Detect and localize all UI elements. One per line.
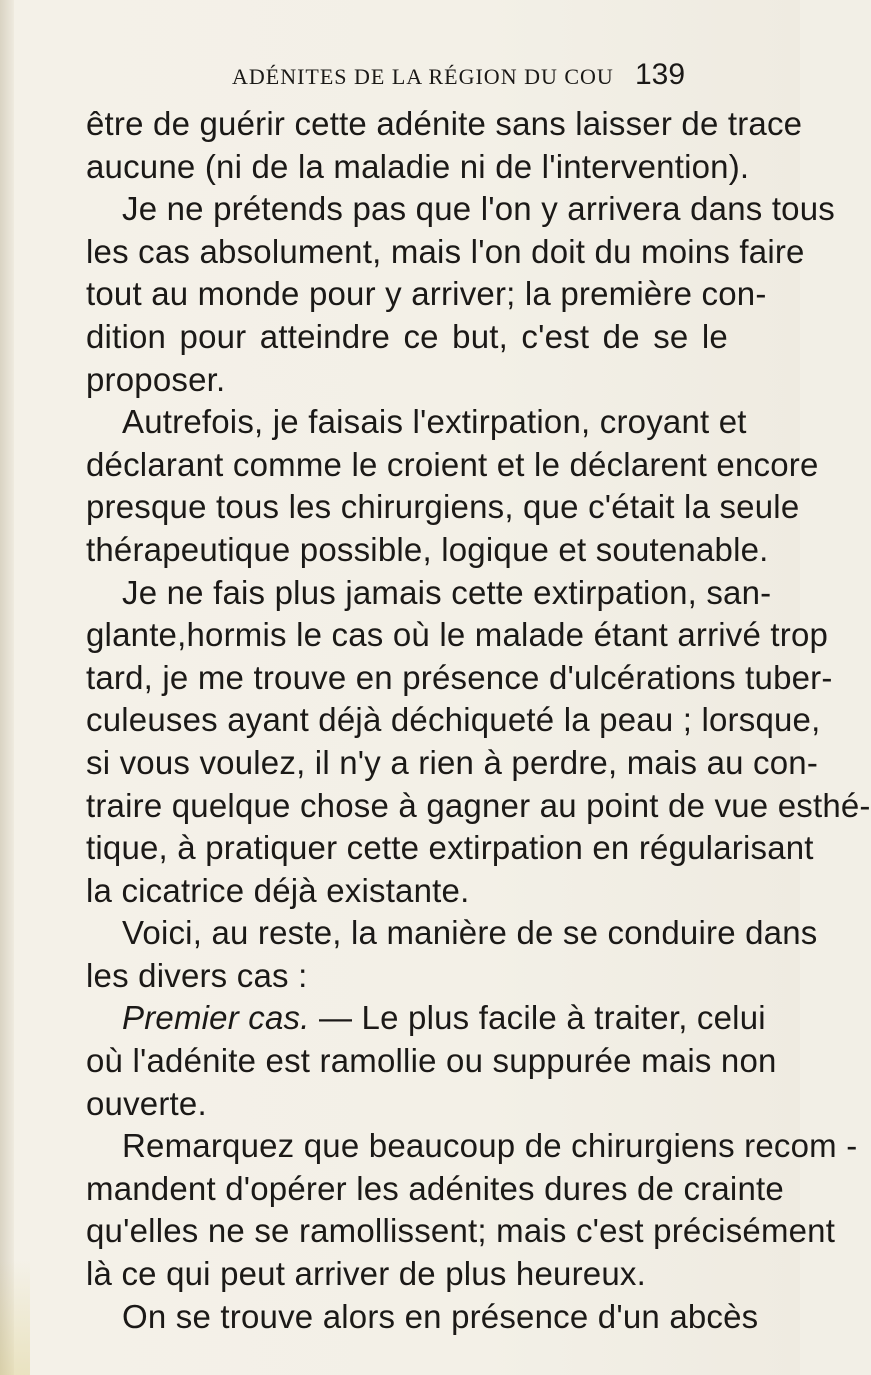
text-line: On se trouve alors en présence d'un abcès [122, 1297, 759, 1335]
text-line: les divers cas : [86, 956, 308, 994]
text-line: glante,hormis le cas où le malade étant arrivé trop [86, 616, 829, 654]
text-line: dition pour atteindre ce but, c'est de se le [86, 317, 728, 355]
text-line: Je ne prétends pas que l'on y arrivera dans tous [122, 190, 835, 228]
text-line: tout au monde pour y arriver; la première con- [86, 275, 767, 313]
page-spine-shadow [0, 0, 14, 1375]
text-line: aucune (ni de la maladie ni de l'intervention). [86, 147, 750, 185]
premier-cas-label: Premier cas. [122, 999, 310, 1037]
text-line: traire quelque chose à gagner au point de vue esthé- [86, 786, 871, 824]
text-line: Voici, au reste, la manière de se conduire dans [122, 914, 818, 952]
running-title: ADÉNITES DE LA RÉGION DU COU [232, 64, 614, 89]
text-line: mandent d'opérer les adénites dures de crainte [86, 1169, 784, 1207]
text-line: proposer. [86, 360, 226, 398]
premier-cas-text: — Le plus facile à traiter, celui [318, 999, 766, 1037]
text-line: déclarant comme le croient et le déclarent encore [86, 445, 819, 483]
text-line: Je ne fais plus jamais cette extirpation, san- [122, 573, 772, 611]
text-line: qu'elles ne se ramollissent; mais c'est précisément [86, 1212, 836, 1250]
text-line: presque tous les chirurgiens, que c'était la seule [86, 488, 800, 526]
text-line: la cicatrice déjà existante. [86, 871, 470, 909]
text-line: culeuses ayant déjà déchiqueté la peau ; lorsque, [86, 701, 821, 739]
text-line: Remarquez que beaucoup de chirurgiens recom - [122, 1127, 858, 1165]
page-number: 139 [635, 58, 686, 91]
text-line: Autrefois, je faisais l'extirpation, croyant et [122, 403, 747, 441]
text-line: tard, je me trouve en présence d'ulcérations tuber- [86, 658, 833, 696]
body-text [86, 103, 871, 1338]
text-line: là ce qui peut arriver de plus heureux. [86, 1255, 646, 1293]
text-line: où l'adénite est ramollie ou suppurée mais non [86, 1042, 777, 1080]
text-line: être de guérir cette adénite sans laisser de trace [86, 105, 803, 142]
text-line: tique, à pratiquer cette extirpation en régularisant [86, 829, 814, 867]
running-head [0, 58, 800, 98]
text-line: ouverte. [86, 1084, 207, 1122]
text-line: thérapeutique possible, logique et soutenable. [86, 530, 769, 568]
text-line-premier-cas [86, 997, 766, 1040]
text-line: si vous voulez, il n'y a rien à perdre, mais au con- [86, 743, 819, 781]
text-line: les cas absolument, mais l'on doit du moins faire [86, 232, 805, 270]
paper-stain [0, 1260, 30, 1375]
